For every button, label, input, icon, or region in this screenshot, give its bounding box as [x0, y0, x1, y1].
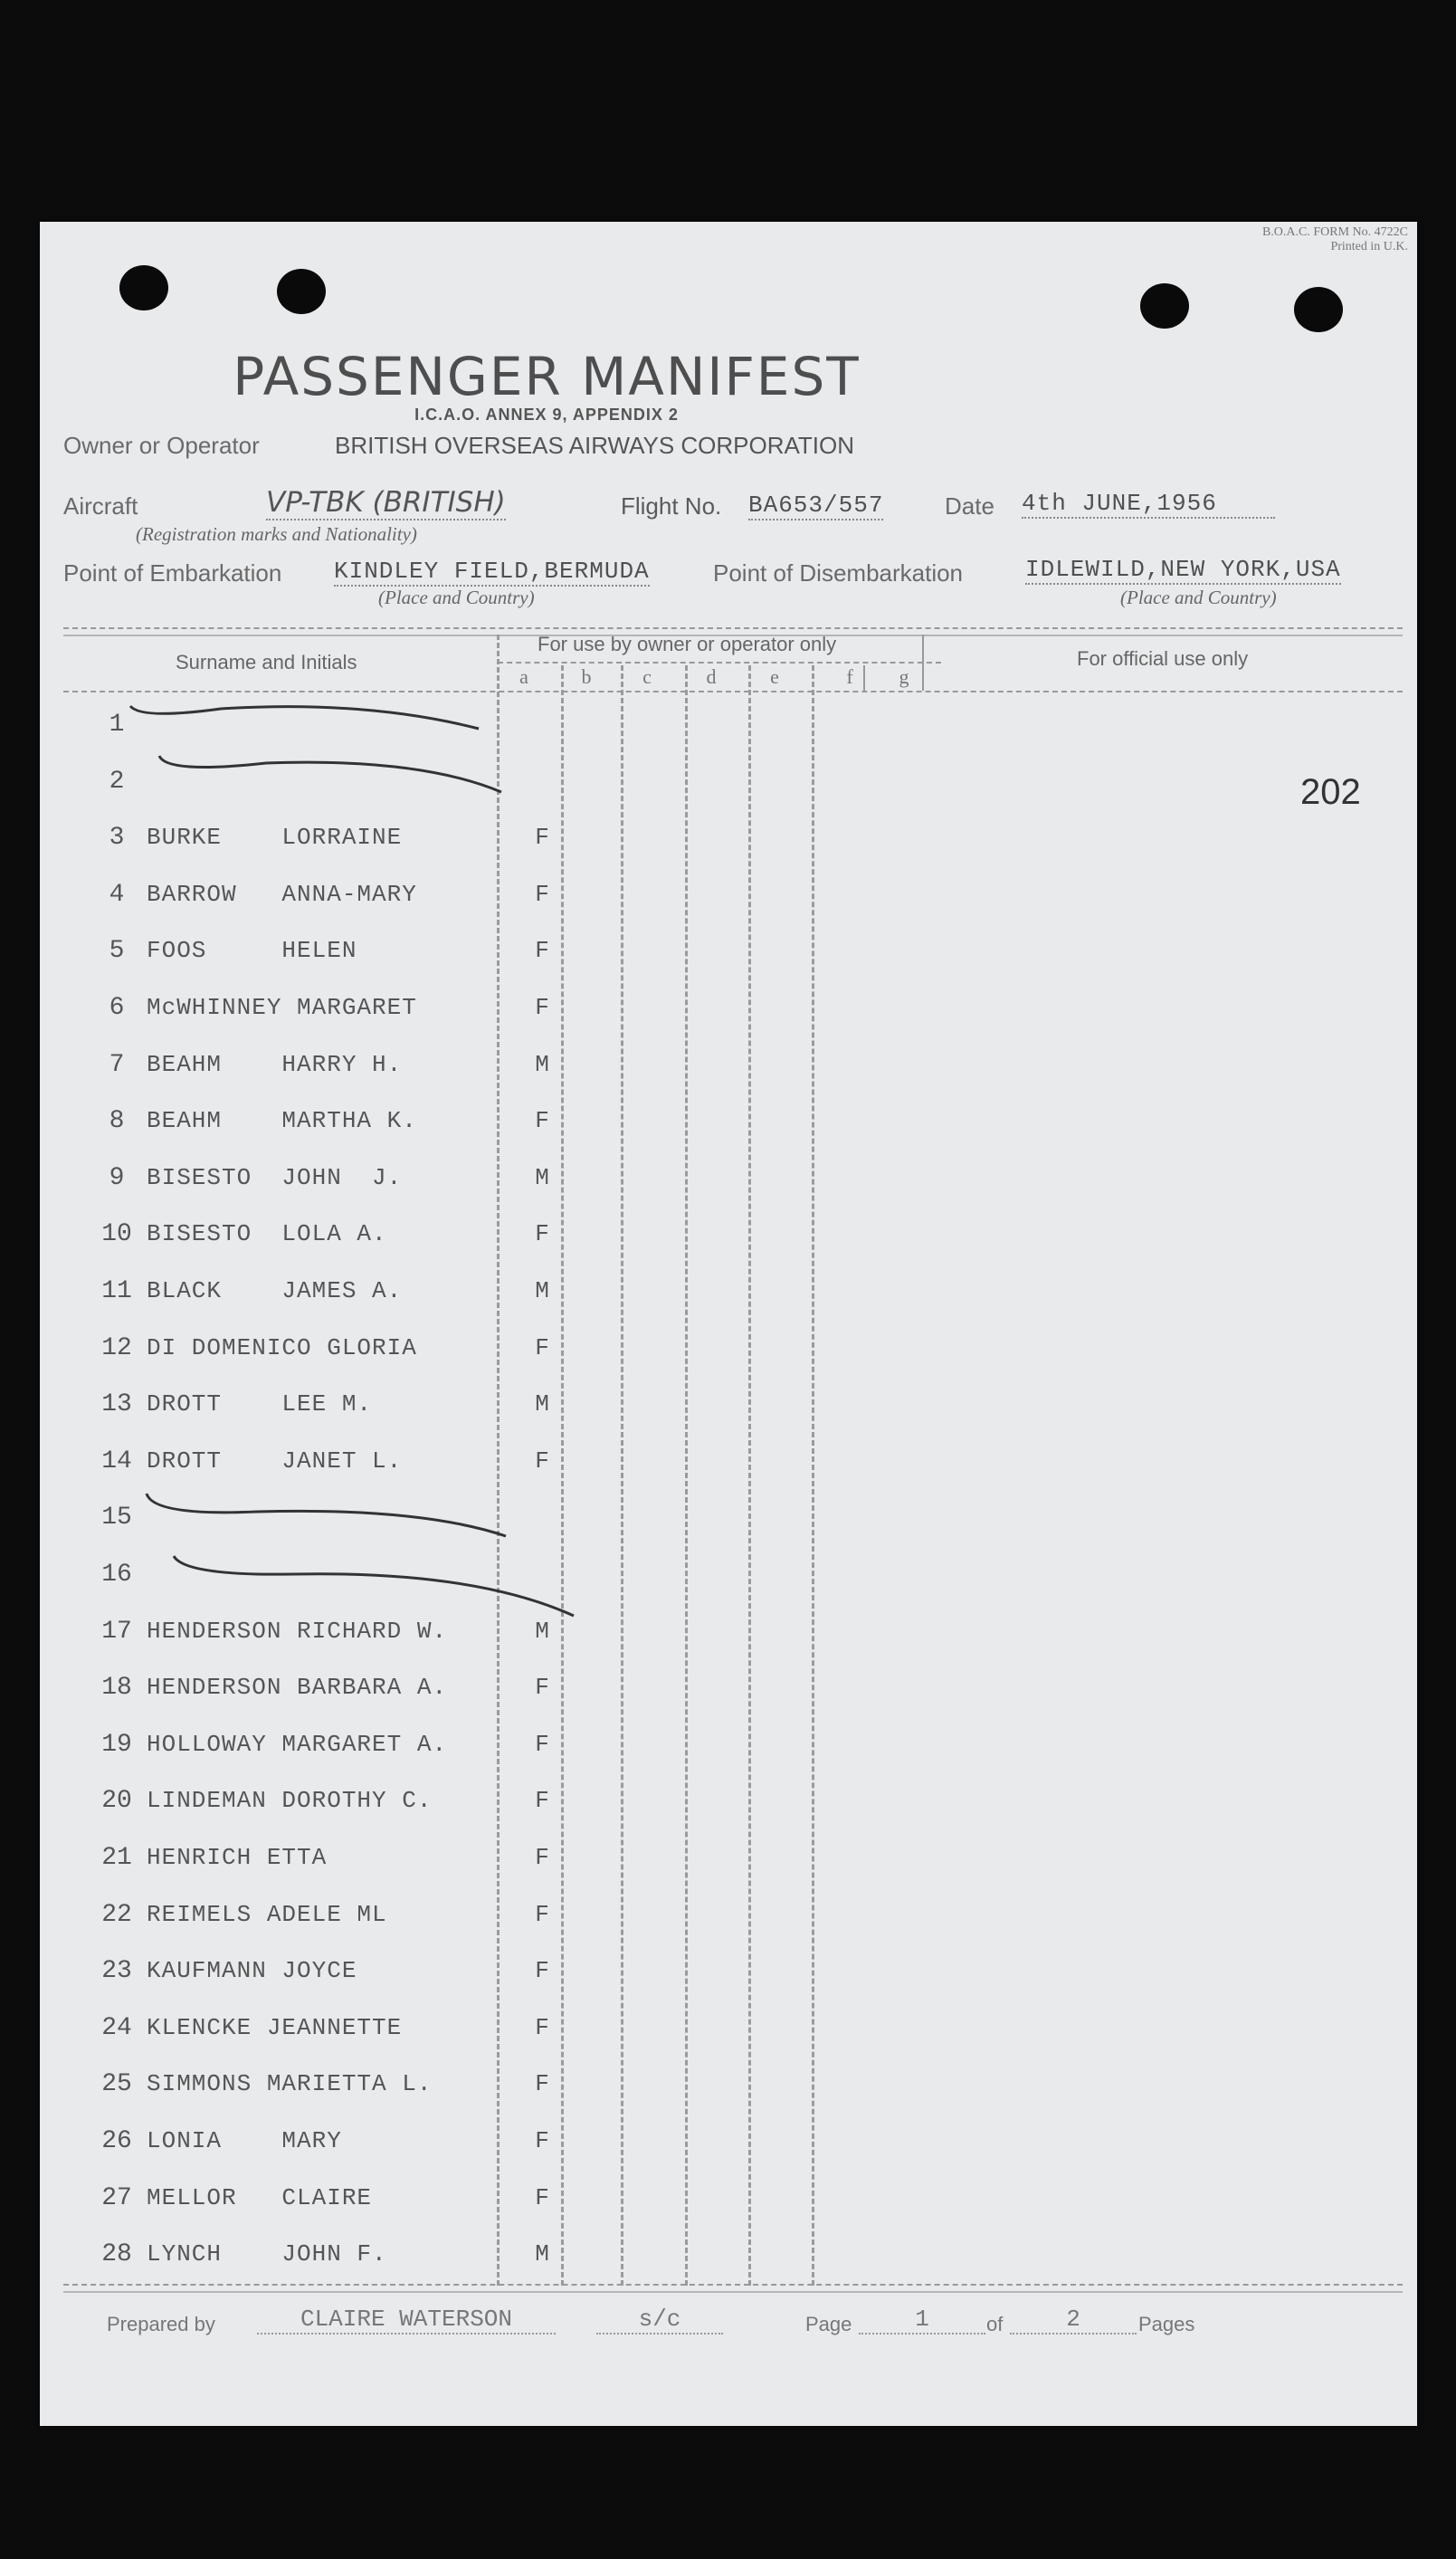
passenger-sex: F — [535, 1107, 549, 1135]
page-value: 1 — [859, 2306, 985, 2335]
passenger-sex: F — [535, 880, 549, 908]
passenger-name: REIMELS ADELE ML — [147, 1900, 387, 1928]
passenger-number: 7 — [109, 1050, 125, 1079]
passenger-name: KAUFMANN JOYCE — [147, 1957, 357, 1985]
passenger-sex: F — [535, 824, 549, 852]
page-label: Page — [805, 2313, 852, 2335]
strike-out-marks — [40, 222, 1417, 2426]
passenger-name: BISESTO JOHN J. — [147, 1163, 403, 1191]
passenger-name: HOLLOWAY MARGARET A. — [147, 1730, 448, 1758]
passenger-number: 27 — [101, 2183, 132, 2212]
passenger-number: 3 — [109, 824, 125, 853]
passenger-name: KLENCKE JEANNETTE — [147, 2013, 403, 2041]
passenger-number: 4 — [109, 880, 125, 909]
passenger-sex: F — [535, 1957, 549, 1985]
aircraft-value: VP-TBK (BRITISH) — [266, 486, 506, 519]
passenger-sex: F — [535, 994, 549, 1021]
passenger-sex: M — [535, 1617, 549, 1645]
passenger-number: 2 — [109, 767, 125, 796]
passenger-name: LYNCH JOHN F. — [147, 2240, 387, 2268]
passenger-number: 20 — [101, 1787, 132, 1816]
flight-value: BA653/557 — [748, 492, 884, 519]
passenger-sex: F — [535, 1787, 549, 1815]
document-title: PASSENGER MANIFEST — [233, 346, 861, 407]
passenger-number: 22 — [101, 1900, 132, 1929]
passenger-number: 8 — [109, 1107, 125, 1136]
flight-label: Flight No. — [621, 492, 722, 520]
passenger-sex: F — [535, 1333, 549, 1361]
passenger-sex: M — [535, 1050, 549, 1078]
passenger-name: McWHINNEY MARGARET — [147, 994, 417, 1021]
passenger-number: 26 — [101, 2127, 132, 2155]
passenger-sex: F — [535, 1844, 549, 1871]
disembarkation-label: Point of Disembarkation — [713, 559, 964, 587]
passenger-number: 17 — [101, 1617, 132, 1646]
document-subtitle: I.C.A.O. ANNEX 9, APPENDIX 2 — [414, 406, 679, 424]
passenger-name: BEAHM MARTHA K. — [147, 1107, 417, 1135]
passenger-number: 6 — [109, 994, 125, 1022]
manifest-sheet — [40, 222, 1417, 2426]
passenger-number: 23 — [101, 1957, 132, 1986]
passenger-sex: M — [535, 2240, 549, 2268]
passenger-name: DI DOMENICO GLORIA — [147, 1333, 417, 1361]
passenger-number: 11 — [101, 1277, 132, 1305]
form-number: B.O.A.C. FORM No. 4722C — [1261, 225, 1408, 239]
passenger-sex: M — [535, 1163, 549, 1191]
passenger-name: BEAHM HARRY H. — [147, 1050, 403, 1078]
passenger-sex: F — [535, 2013, 549, 2041]
passenger-sex: M — [535, 1390, 549, 1418]
prepared-by-value: CLAIRE WATERSON — [257, 2306, 556, 2335]
col-letter-a: a — [519, 665, 528, 688]
passenger-number: 14 — [101, 1447, 132, 1475]
passenger-name: LONIA MARY — [147, 2127, 342, 2154]
date-value: 4th JUNE,1956 — [1022, 490, 1275, 519]
passenger-number: 12 — [101, 1333, 132, 1362]
col-letter-f: f — [846, 665, 853, 688]
passenger-name: SIMMONS MARIETTA L. — [147, 2070, 433, 2098]
col-letter-c: c — [642, 665, 652, 688]
printed-in: Printed in U.K. — [1330, 240, 1408, 253]
passenger-name: FOOS HELEN — [147, 937, 357, 965]
pages-label: Pages — [1138, 2313, 1195, 2335]
passenger-sex: F — [535, 2070, 549, 2098]
passenger-sex: F — [535, 1674, 549, 1702]
passenger-name: DROTT JANET L. — [147, 1447, 403, 1475]
passenger-sex: F — [535, 1900, 549, 1928]
passenger-number: 19 — [101, 1730, 132, 1759]
passenger-number: 1 — [109, 711, 125, 739]
col-letter-d: d — [706, 665, 717, 688]
passenger-name: BISESTO LOLA A. — [147, 1220, 387, 1248]
passenger-name: BARROW ANNA-MARY — [147, 880, 417, 908]
official-use-header: For official use only — [1077, 647, 1249, 670]
disembarkation-note: (Place and Country) — [1120, 587, 1277, 608]
disembarkation-value: IDLEWILD,NEW YORK,USA — [1025, 556, 1341, 583]
passenger-sex: F — [535, 1447, 549, 1475]
passenger-number: 16 — [101, 1561, 132, 1589]
embarkation-note: (Place and Country) — [378, 587, 535, 608]
passenger-number: 15 — [101, 1504, 132, 1533]
date-label: Date — [945, 492, 994, 520]
prepared-by-label: Prepared by — [107, 2313, 215, 2335]
passenger-name: LINDEMAN DOROTHY C. — [147, 1787, 433, 1815]
passenger-number: 9 — [109, 1163, 125, 1192]
passenger-sex: F — [535, 2183, 549, 2211]
owner-value: BRITISH OVERSEAS AIRWAYS CORPORATION — [335, 432, 855, 459]
passenger-sex: F — [535, 1220, 549, 1248]
col-letter-e: e — [770, 665, 779, 688]
stamp-number: 202 — [1300, 772, 1361, 812]
passenger-number: 18 — [101, 1674, 132, 1703]
passenger-number: 25 — [101, 2070, 132, 2099]
passenger-number: 13 — [101, 1390, 132, 1419]
passenger-name: BURKE LORRAINE — [147, 824, 403, 852]
col-letter-g: g — [899, 665, 909, 688]
passenger-sex: F — [535, 2127, 549, 2154]
of-label: of — [986, 2313, 1004, 2335]
aircraft-label: Aircraft — [63, 492, 138, 520]
passenger-sex: F — [535, 937, 549, 965]
passenger-number: 10 — [101, 1220, 132, 1249]
passenger-number: 21 — [101, 1844, 132, 1872]
passenger-name: HENDERSON BARBARA A. — [147, 1674, 448, 1702]
passenger-name: HENRICH ETTA — [147, 1844, 328, 1871]
owner-use-header: For use by owner or operator only — [538, 633, 837, 655]
passenger-number: 5 — [109, 937, 125, 966]
col-letter-b: b — [581, 665, 592, 688]
passenger-number: 24 — [101, 2013, 132, 2042]
of-value: 2 — [1010, 2306, 1137, 2335]
aircraft-note: (Registration marks and Nationality) — [136, 523, 417, 545]
passenger-sex: F — [535, 1730, 549, 1758]
passenger-name: MELLOR CLAIRE — [147, 2183, 373, 2211]
passenger-number: 28 — [101, 2240, 132, 2269]
surname-header: Surname and Initials — [176, 651, 357, 673]
passenger-name: BLACK JAMES A. — [147, 1277, 403, 1304]
passenger-name: HENDERSON RICHARD W. — [147, 1617, 448, 1645]
embarkation-value: KINDLEY FIELD,BERMUDA — [334, 558, 650, 585]
owner-label: Owner or Operator — [63, 432, 260, 459]
passenger-name: DROTT LEE M. — [147, 1390, 373, 1418]
embarkation-label: Point of Embarkation — [63, 559, 282, 587]
passenger-sex: M — [535, 1277, 549, 1304]
prepared-by-suffix: s/c — [596, 2306, 723, 2335]
